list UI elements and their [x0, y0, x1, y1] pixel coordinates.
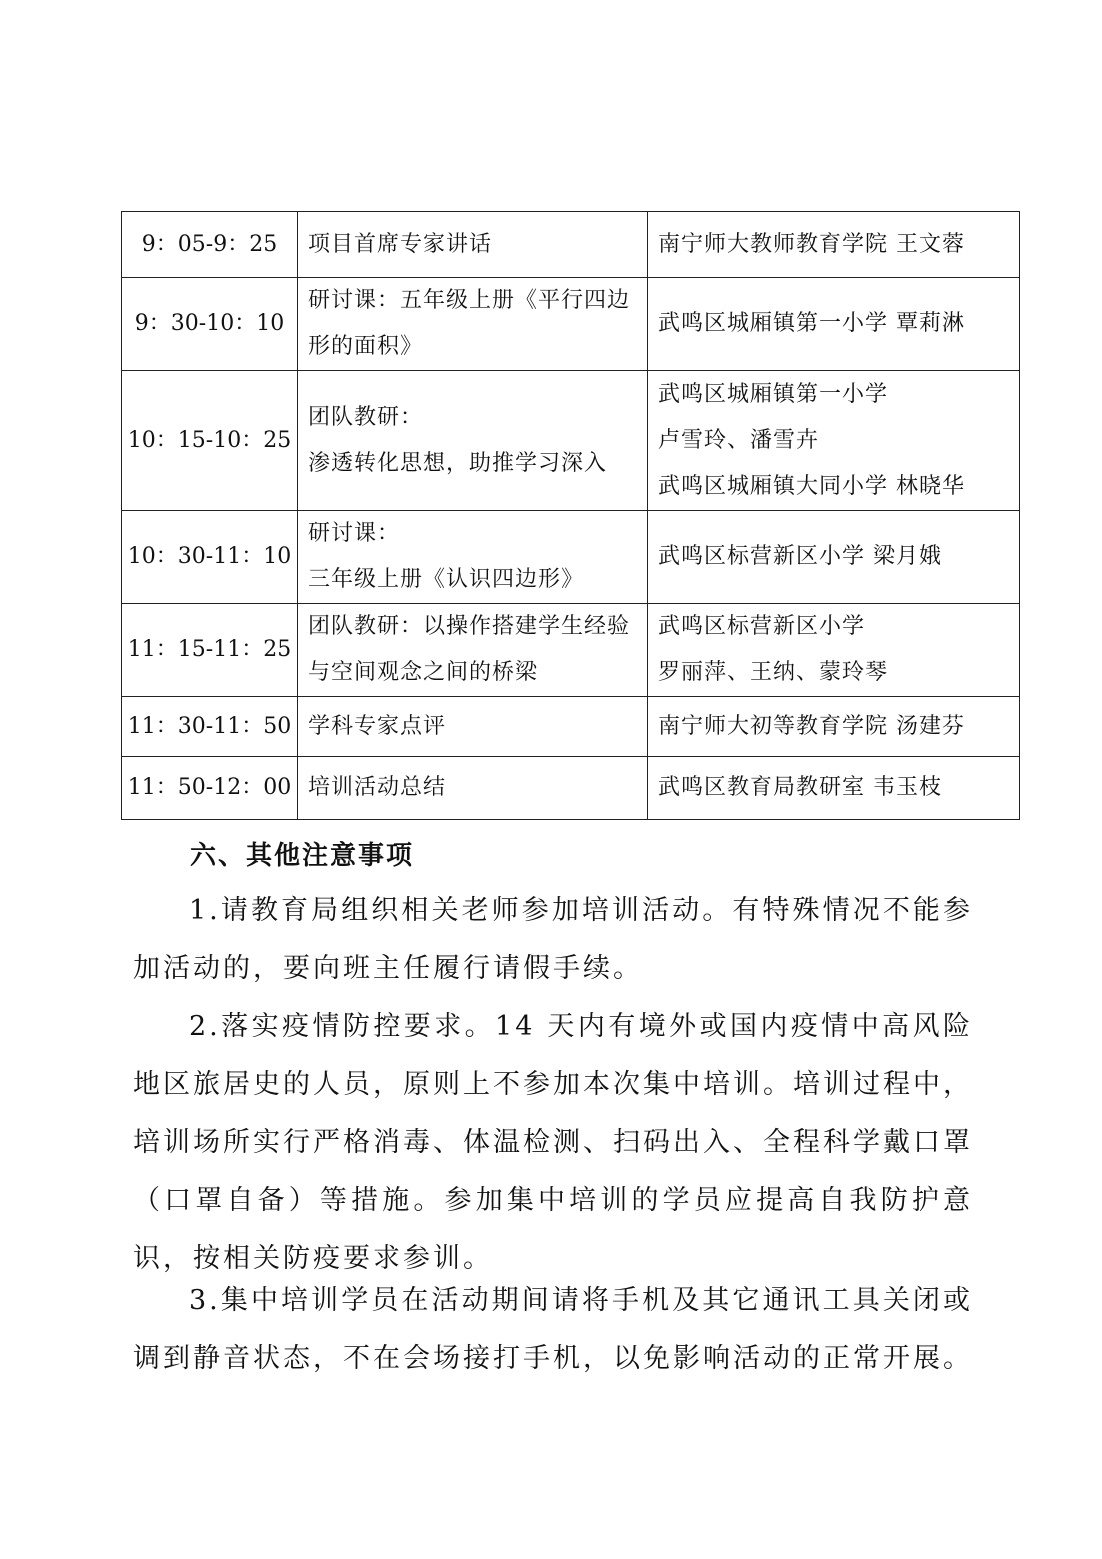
presenter-line: 武鸣区标营新区小学: [658, 614, 866, 639]
content-cell: [298, 604, 648, 697]
content-cell: [298, 697, 648, 757]
table-row: [122, 511, 1020, 604]
table-row: [122, 278, 1020, 371]
content-cell: [298, 511, 648, 604]
presenter-line: 武鸣区教育局教研室 韦玉枝: [658, 775, 942, 800]
schedule-table: [121, 211, 1020, 820]
presenter-line: 武鸣区城厢镇第一小学: [658, 381, 889, 407]
presenter-cell: [648, 604, 1020, 697]
table-row: [122, 757, 1020, 820]
time-cell: 10：15-10：25: [122, 371, 298, 511]
presenter-line: 武鸣区标营新区小学 梁月娥: [658, 544, 942, 569]
content-line: 研讨课：五年级上册《平行四边形的面积》: [308, 288, 631, 359]
table-row: [122, 212, 1020, 278]
time-cell: 9：30-10：10: [122, 278, 298, 371]
content-line: 研讨课：: [308, 521, 401, 546]
presenter-cell: [648, 697, 1020, 757]
presenter-cell: [648, 757, 1020, 820]
presenter-cell: [648, 212, 1020, 278]
content-cell: [298, 278, 648, 371]
notice-paragraph-1: 1.请教育局组织相关老师参加培训活动。有特殊情况不能参加活动的，要向班主任履行请假手续。: [133, 895, 973, 984]
content-line: 三年级上册《认识四边形》: [308, 567, 585, 592]
presenter-line: 武鸣区城厢镇第一小学 覃莉淋: [658, 311, 965, 336]
notice-paragraph-2: 2.落实疫情防控要求。14 天内有境外或国内疫情中高风险地区旅居史的人员，原则上不参加本次集中培训。培训过程中，培训场所实行严格消毒、体温检测、扫码出入、全程科学戴口罩（口罩自备）等措施。参加集中培训的学员应提高自我防护意识，按相关防疫要求参训。: [133, 1011, 973, 1274]
time-cell: 11：50-12：00: [122, 757, 298, 820]
notice-paragraph-3: 3.集中培训学员在活动期间请将手机及其它通讯工具关闭或调到静音状态，不在会场接打手机，以免影响活动的正常开展。: [133, 1285, 973, 1374]
content-cell: [298, 212, 648, 278]
content-line: 项目首席专家讲话: [308, 231, 493, 257]
table-row: [122, 371, 1020, 511]
time-cell: 10：30-11：10: [122, 511, 298, 604]
time-cell: 9：05-9：25: [122, 212, 298, 278]
presenter-line: 武鸣区城厢镇大同小学 林晓华: [658, 473, 965, 499]
content-line: 团队教研：以操作搭建学生经验与空间观念之间的桥梁: [308, 614, 631, 685]
table-row: [122, 697, 1020, 757]
content-cell: [298, 371, 648, 511]
content-line: 团队教研：: [308, 404, 424, 430]
presenter-cell: [648, 278, 1020, 371]
presenter-line: 南宁师大初等教育学院 汤建芬: [658, 713, 965, 739]
content-cell: [298, 757, 648, 820]
presenter-line: 卢雪玲、潘雪卉: [658, 427, 820, 453]
content-line: 培训活动总结: [308, 775, 447, 800]
section-heading: 六、其他注意事项: [190, 841, 415, 871]
presenter-cell: [648, 371, 1020, 511]
table-row: [122, 604, 1020, 697]
presenter-line: 罗丽萍、王纳、蒙玲琴: [658, 660, 889, 685]
time-cell: 11：15-11：25: [122, 604, 298, 697]
content-line: 渗透转化思想，助推学习深入: [308, 450, 608, 476]
presenter-cell: [648, 511, 1020, 604]
time-cell: 11：30-11：50: [122, 697, 298, 757]
presenter-line: 南宁师大教师教育学院 王文蓉: [658, 231, 965, 257]
content-line: 学科专家点评: [308, 713, 447, 739]
